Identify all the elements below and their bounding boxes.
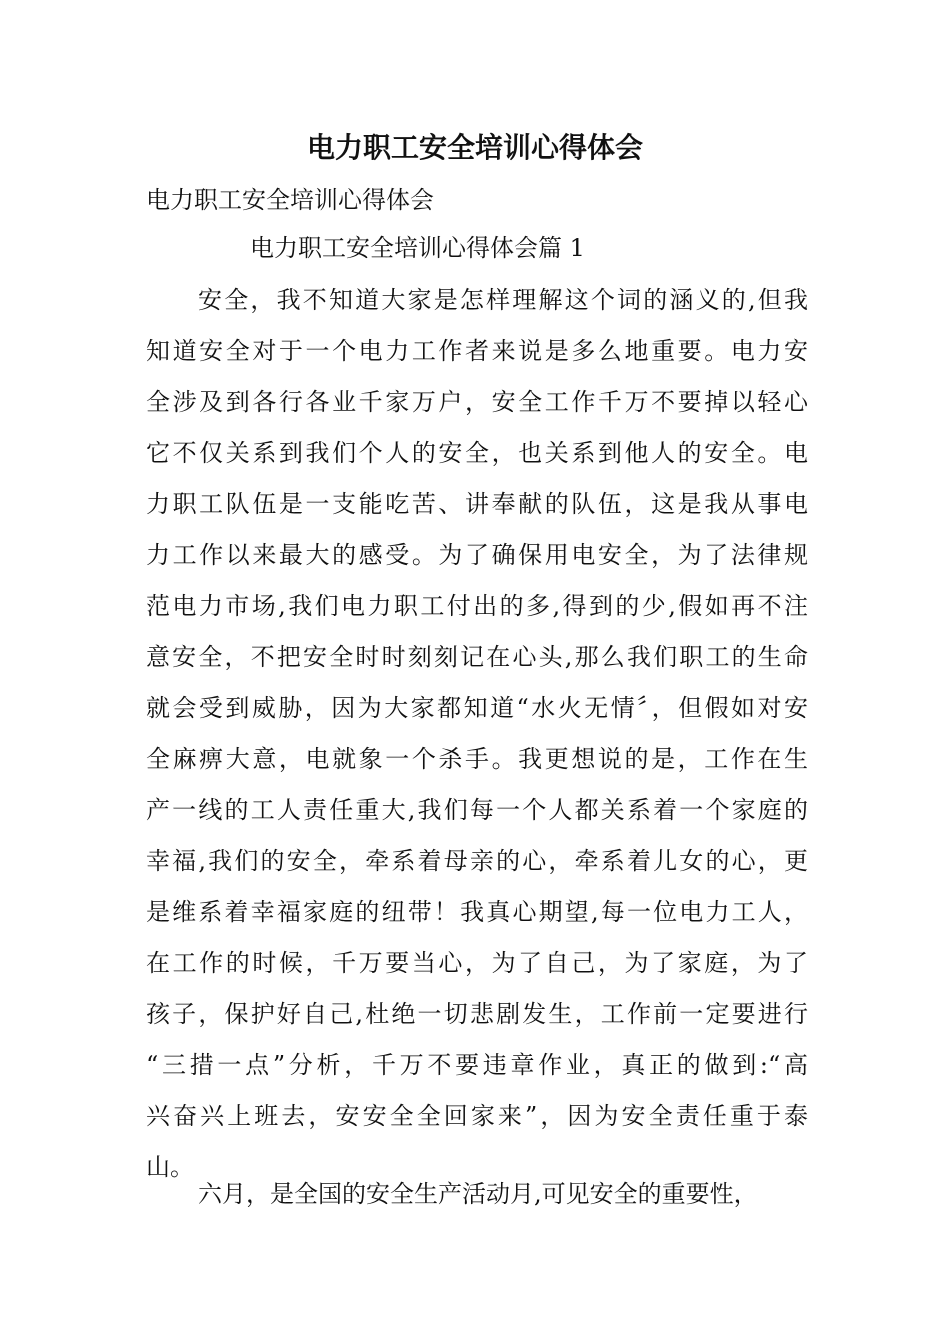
paragraph-line: 六月，是全国的安全生产活动月,可见安全的重要性， xyxy=(198,1180,758,1208)
paragraph-line: 力职工队伍是一支能吃苦、讲奉献的队伍，这是我从事电 xyxy=(146,490,808,518)
paragraph-line: 意安全，不把安全时时刻刻记在心头,那么我们职工的生命 xyxy=(146,643,808,671)
paragraph-line: 幸福,我们的安全，牵系着母亲的心，牵系着儿女的心，更 xyxy=(146,847,808,875)
paragraph-line: 是维系着幸福家庭的纽带！我真心期望,每一位电力工人， xyxy=(146,898,808,926)
paragraph-line: 范电力市场,我们电力职工付出的多,得到的少,假如再不注 xyxy=(146,592,808,620)
paragraph-line: 全涉及到各行各业千家万户，安全工作千万不要掉以轻心 xyxy=(146,388,808,416)
paragraph-line: 知道安全对于一个电力工作者来说是多么地重要。电力安 xyxy=(146,337,808,365)
paragraph-line: 在工作的时候，千万要当心，为了自己，为了家庭，为了 xyxy=(146,949,808,977)
document-subtitle: 电力职工安全培训心得体会 xyxy=(146,186,434,214)
paragraph-line: 它不仅关系到我们个人的安全，也关系到他人的安全。电 xyxy=(146,439,808,467)
paragraph-line: 产一线的工人责任重大,我们每一个人都关系着一个家庭的 xyxy=(146,796,808,824)
paragraph-line: 力工作以来最大的感受。为了确保用电安全，为了法律规 xyxy=(146,541,808,569)
paragraph-line: 孩子，保护好自己,杜绝一切悲剧发生，工作前一定要进行 xyxy=(146,1000,808,1028)
paragraph-line: 安全，我不知道大家是怎样理解这个词的涵义的,但我 xyxy=(198,286,808,314)
paragraph-line: “三措一点”分析，千万不要违章作业，真正的做到:“高 xyxy=(146,1051,808,1079)
paragraph-line: 山。 xyxy=(146,1153,194,1181)
section-heading: 电力职工安全培训心得体会篇 1 xyxy=(250,234,585,262)
paragraph-line: 兴奋兴上班去，安安全全回家来”，因为安全责任重于泰 xyxy=(146,1102,808,1130)
paragraph-2 xyxy=(146,1174,808,1225)
paragraph-line: 就会受到威胁，因为大家都知道“水火无情〞，但假如对安 xyxy=(146,694,808,722)
paragraph-line: 全麻痹大意，电就象一个杀手。我更想说的是，工作在生 xyxy=(146,745,808,773)
paragraph-1 xyxy=(146,280,808,1198)
document-title: 电力职工安全培训心得体会 xyxy=(306,131,643,164)
